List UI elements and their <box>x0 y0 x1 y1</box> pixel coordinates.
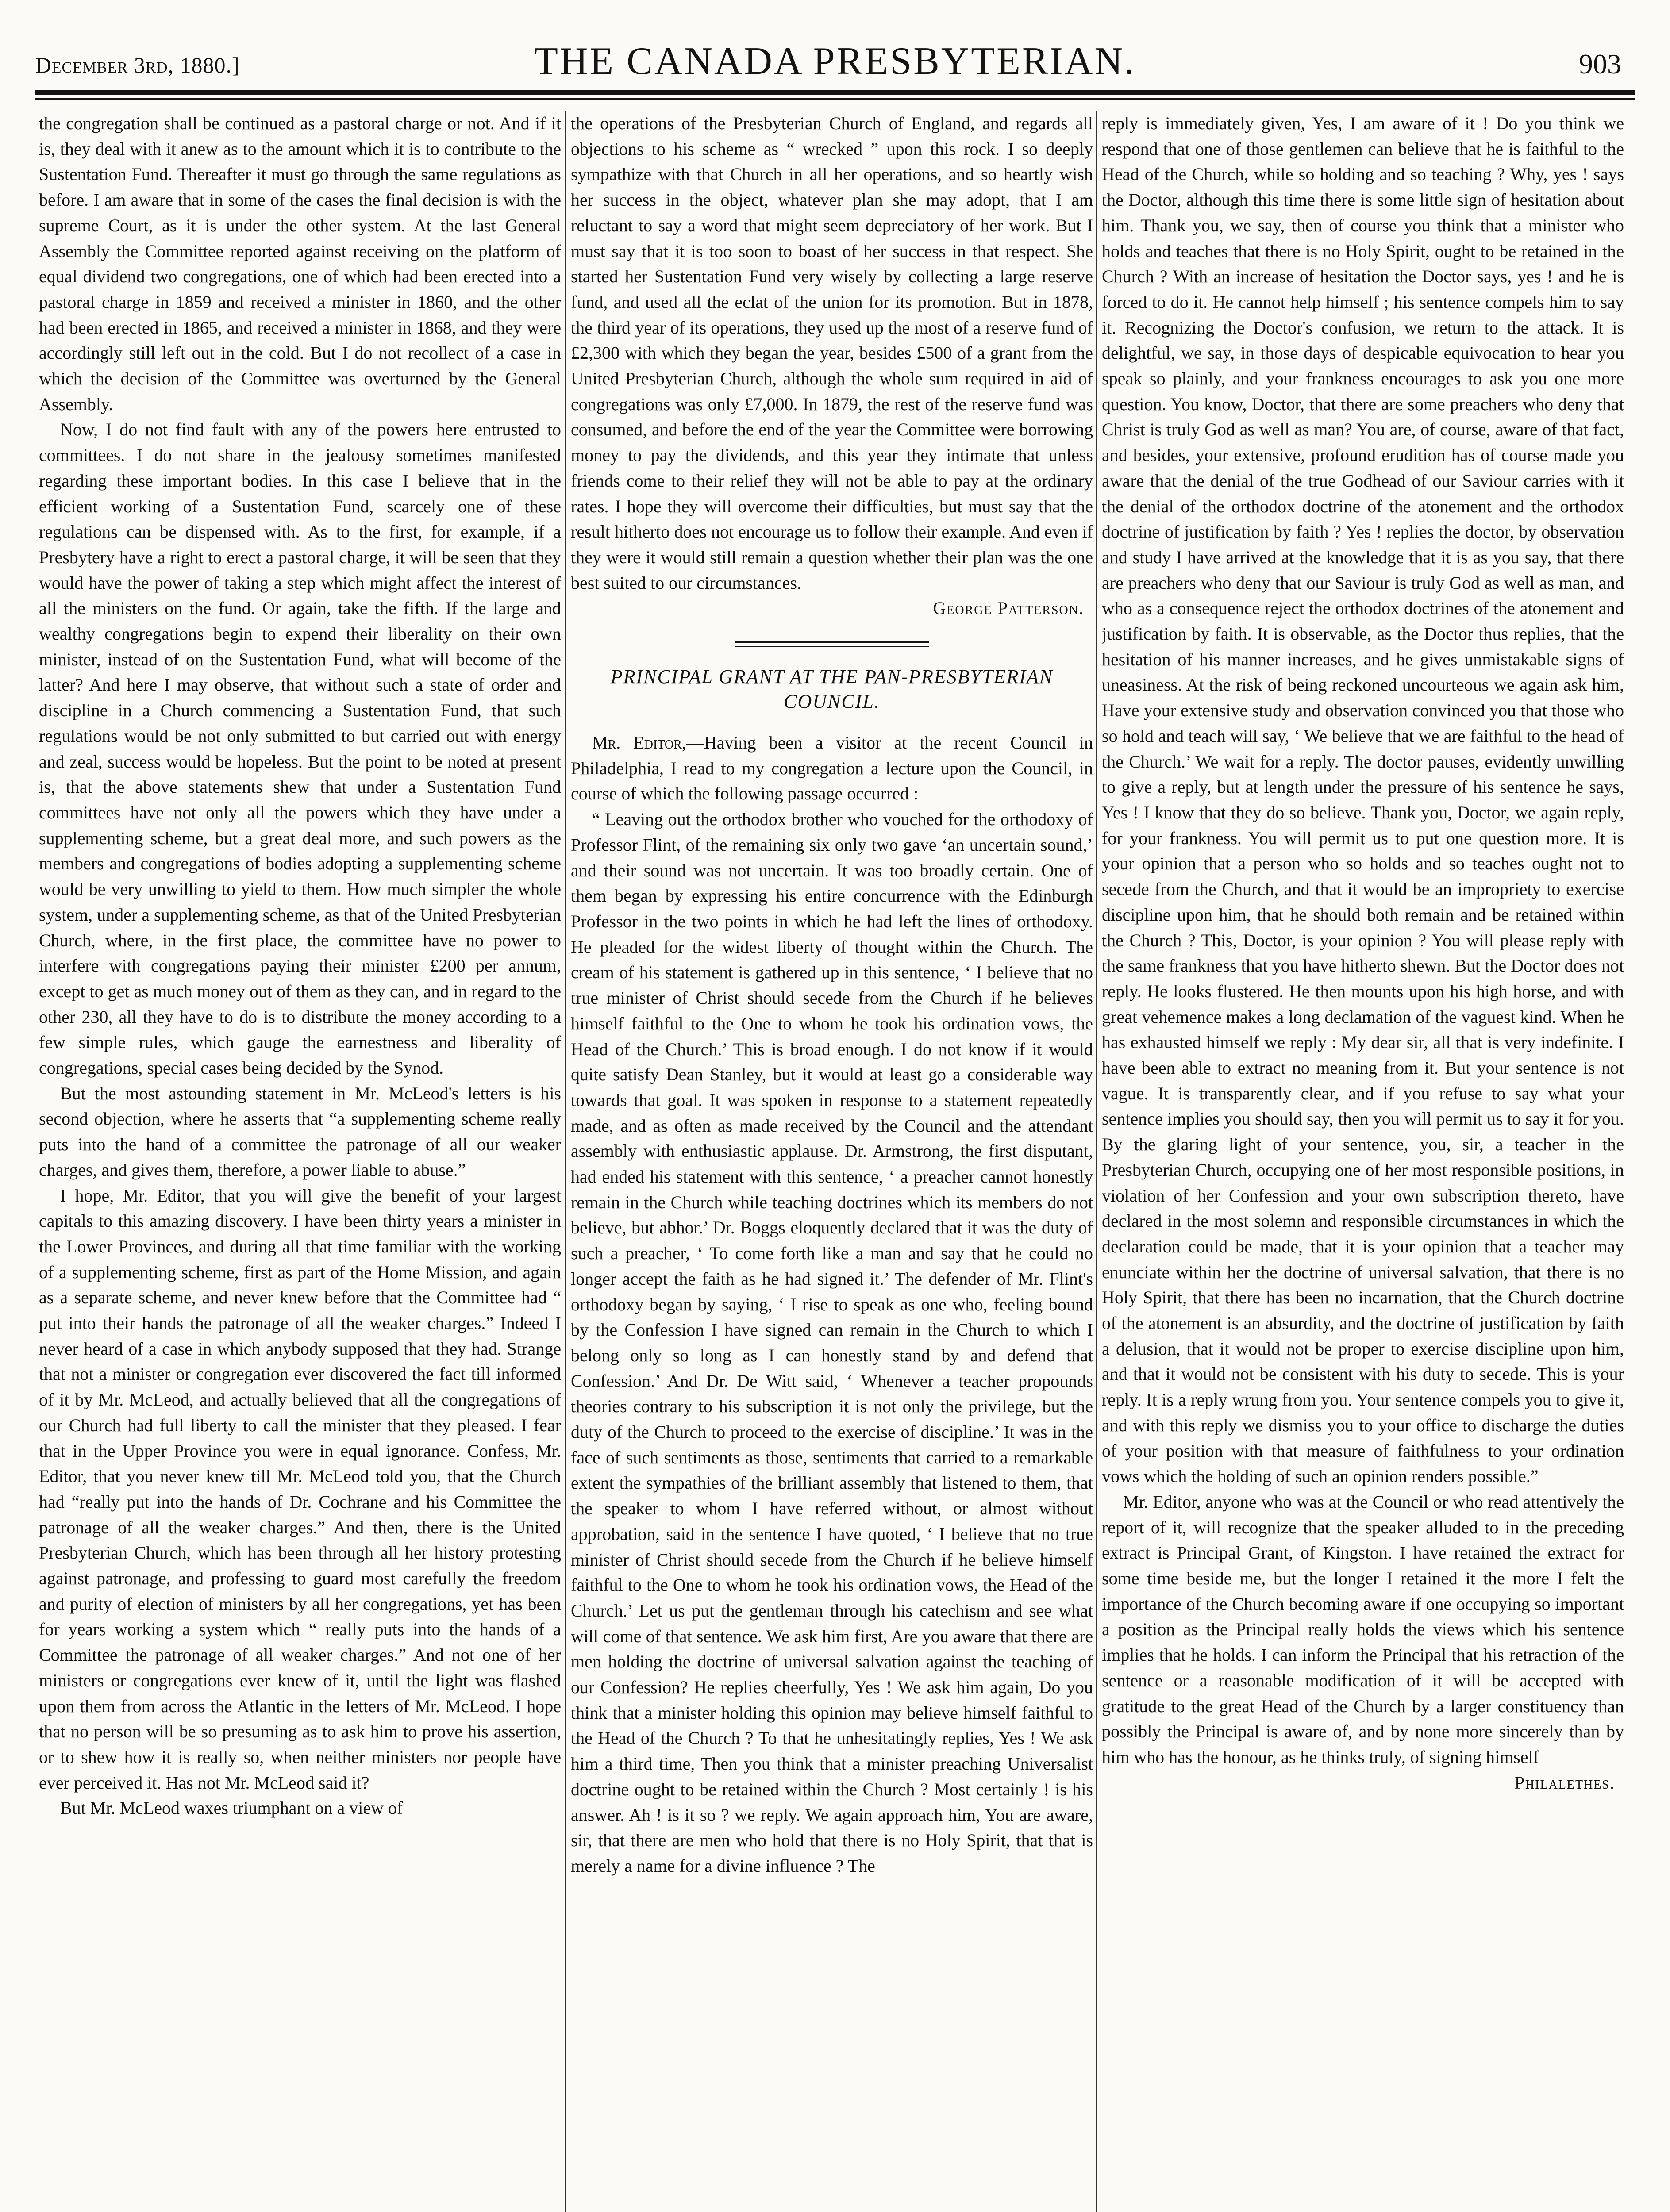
masthead <box>35 31 1635 88</box>
paragraph: Now, I do not find fault with any of the powers here entrusted to committees. I do not share in the jealousy sometimes manifested regarding these important bodies. In this case I believe that in the efficient working of a Sustentation Fund, scarcely one of these regulations can be dispensed with. As to the first, for example, if a Presbytery have a right to erect a pastoral charge, it will be seen that they would have the power of taking a step which might affect the interest of all the ministers on the fund. Or again, take the fifth. If the large and wealthy congregations begin to expend their liberality on their own minister, instead of on the Sustentation Fund, what will become of the latter? And here I may observe, that without such a state of order and discipline in a Church commencing a Sustentation Fund, that such regulations would be not only submitted to but carried out with energy and zeal, success would be hopeless. But the point to be noted at present is, that the above statements shew that under a Sustentation Fund committees have not only all the powers which they have under a supplementing scheme, but a great deal more, and such powers as the members and congregations of bodies adopting a supplementing scheme would be very unwilling to yield to them. How much simpler the whole system, under a supplementing scheme, as that of the United Presbyterian Church, where, in the first place, the committee have no power to interfere with congregations paying their minister £200 per annum, except to get as much money out of them as they can, and in regard to the other 230, all they have to do is to distribute the money according to a few simple rules, which gauge the earnestness and liberality of congregations, special cases being decided by the Synod. <box>39 419 561 1078</box>
article-separator <box>735 646 929 647</box>
masthead-rule-thin <box>35 98 1635 100</box>
issue-date: December 3rd, 1880.] <box>35 53 240 77</box>
paragraph: Mr. Editor, anyone who was at the Council or who read attentively the report of it, will recognize that the speaker alluded to in the preceding extract is Principal Grant, of Kingston. I have retained the extract for some time beside me, but the longer I retained it the more I felt the importance of the Church becoming aware if one occupying so important a position as the Principal really holds the views which his sentence implies that he holds. I can inform the Principal that his retraction of the sentence or a reasonable modification of it will be accepted with gratitude to the great Head of the Church by a larger constituency than possibly the Principal is aware of, and by none more sincerely than by him who has the honour, as he thinks truly, of signing himself <box>1102 1491 1624 1767</box>
masthead-rule-thick <box>35 90 1635 95</box>
article-heading: PRINCIPAL GRANT AT THE PAN-PRESBYTERIAN COUNCIL. <box>610 666 1054 713</box>
signature: George Patterson. <box>933 598 1084 618</box>
paragraph: But Mr. McLeod waxes triumphant on a view of <box>60 1798 403 1818</box>
column-1 <box>39 111 561 2212</box>
article-separator <box>735 641 929 643</box>
column-divider <box>1096 111 1097 2212</box>
paragraph <box>571 730 1093 806</box>
column-3 <box>1102 111 1624 2212</box>
newspaper-title: THE CANADA PRESBYTERIAN. <box>534 40 1136 83</box>
signature: Philalethes. <box>1514 1772 1615 1793</box>
column-2 <box>571 111 1093 2212</box>
paragraph: But the most astounding statement in Mr. McLeod's letters is his second objection, where he asserts that “a supplementing scheme really puts into the hand of a committee the patronage of all our weaker charges, and gives them, therefore, a power liable to abuse.” <box>39 1083 561 1180</box>
salutation: Mr. Editor, <box>592 733 686 753</box>
paragraph: “ Leaving out the orthodox brother who vouched for the orthodoxy of Professor Flint, of the remaining six only two gave ‘an uncertain sound,’ and their sound was not uncertain. It was too broadly certain. One of them began by expressing his entire concurrence with the Edinburgh Professor in the two points in which he had left the lines of orthodoxy. He pleaded for the widest liberty of thought within the Church. The cream of his statement is gathered up in this sentence, ‘ I believe that no true minister of Christ should secede from the Church if he believes himself faithful to the One to whom he took his ordination vows, the Head of the Church.’ This is broad enough. I do not know if it would quite satisfy Dean Stanley, but it would at least go a considerable way towards that goal. It was spoken in response to a statement repeatedly made, and as often as made received by the Council and the attendant assembly with enthusiastic applause. Dr. Armstrong, the first disputant, had ended his statement with this sentence, ‘ a preacher cannot honestly remain in the Church while teaching doctrines which its members do not believe, but abhor.’ Dr. Boggs eloquently declared that it was the duty of such a preacher, ‘ To come forth like a man and say that he could no longer accept the faith as he had signed it.’ The defender of Mr. Flint's orthodoxy began by saying, ‘ I rise to speak as one who, feeling bound by the Confession I have signed can remain in the Church to which I belong only so long as I can honestly stand by and defend that Confession.’ And Dr. De Witt said, ‘ Whenever a teacher propounds theories contrary to his subscription it is not only the privilege, but the duty of the Church to proceed to the exercise of discipline.’ It was in the face of such sentiments as those, sentiments that carried to a remarkable extent the sympathies of the brilliant assembly that listened to them, that the speaker to whom I have referred without, or almost without approbation, said in the sentence I have quoted, ‘ I believe that no true minister of Christ should secede from the Church if he believe himself faithful to the One to whom he took his ordination vows, the Head of the Church.’ Let us put the gentleman through his catechism and see what will come of that sentence. We ask him first, Are you aware that there are men holding the doctrine of universal salvation against the teaching of our Confession? He replies cheerfully, Yes ! We ask him again, Do you think that a minister holding this opinion may believe himself faithful to the Head of the Church ? To that he unhesitatingly replies, Yes ! We ask him a third time, Then you think that a minister preaching Universalist doctrine ought to be retained within the Church ? Most certainly ! is his answer. Ah ! is it so ? we reply. We again approach him, You are aware, sir, that there are men who hold that there is no Holy Spirit, that that is merely a name for a divine influence ? The <box>571 809 1093 1876</box>
paragraph-text: —Having been a visitor at the recent Council in Philadelphia, I read to my congregation a lecture upon the Council, in course of which the following passage occurred : <box>571 733 1093 804</box>
page-number: 903 <box>1579 48 1621 80</box>
paragraph: the operations of the Presbyterian Church of England, and regards all objections to his scheme as “ wrecked ” upon this rock. I so deeply sympathize with that Church in all her operations, and so heartly wish her success in the object, whatever plan she may adopt, that I am reluctant to say a word that might seem depreciatory of her work. But I must say that it is too soon to boast of her success in that respect. She started her Sustentation Fund very wisely by collecting a large reserve fund, and used all the eclat of the union for its promotion. But in 1878, the third year of its operations, they used up the most of a reserve fund of £2,300 with which they began the year, besides £500 of a grant from the United Presbyterian Church, although the whole sum required in aid of congregations was only £7,000. In 1879, the rest of the reserve fund was consumed, and before the end of the year the Committee were borrowing money to pay the dividends, and this year they intimate that unless friends come to their relief they will not be able to pay at the ordinary rates. I hope they will overcome their difficulties, but must say that the result hitherto does not encourage us to follow their example. And even if they were it would still remain a question whether their plan was the one best suited to our circumstances. <box>571 113 1093 593</box>
paragraph: reply is immediately given, Yes, I am aware of it ! Do you think we respond that one of those gentlemen can believe that he is faithful to the Head of the Church, while so holding and so teaching ? Why, yes ! says the Doctor, although this time there is some little sign of hesitation about him. Thank you, we say, then of course you think that a minister who holds and teaches that there is no Holy Spirit, ought to be retained in the Church ? With an increase of hesitation the Doctor says, yes ! and he is forced to do it. He cannot help himself ; his sentence compels him to say it. Recognizing the Doctor's confusion, we return to the attack. It is delightful, we say, in those days of despicable equivocation to hear you speak so plainly, and your frankness encourages to ask you one more question. You know, Doctor, that there are some preachers who deny that Christ is truly God as well as man? You are, of course, aware of that fact, and besides, your extensive, profound erudition has of course made you aware that the denial of the true Godhead of our Saviour carries with it the denial of the orthodox doctrine of the atonement and the orthodox doctrine of justification by faith ? Yes ! replies the doctor, by observation and study I have arrived at the knowledge that it is as you say, that there are preachers who deny that our Saviour is truly God as well as man, and who as a consequence reject the orthodox doctrines of the atonement and justification by faith. It is observable, as the Doctor thus replies, that the hesitation of his manner increases, and he gives unmistakable signs of uneasiness. At the risk of being reckoned uncourteous we again ask him, Have your extensive study and observation convinced you that those who so hold and teach will say, ‘ We believe that we are faithful to the head of the Church.’ We wait for a reply. The doctor pauses, evidently unwilling to give a reply, but at length under the pressure of his sentence he says, Yes ! I know that they do so believe. Thank you, Doctor, we again reply, for your frankness. You will permit us to put one question more. It is your opinion that a person who so holds and so teaches ought not to secede from the Church, and that it would be an impropriety to exercise discipline upon him, that he should both remain and be retained within the Church ? This, Doctor, is your opinion ? You will please reply with the same frankness that you have hitherto shewn. But the Doctor does not reply. He looks flustered. He then mounts upon his high horse, and with great vehemence makes a long declamation of the vaguest kind. When he has exhausted himself we reply : My dear sir, all that is very indefinite. I have been able to extract no meaning from it. But your sentence is not vague. It is transparently clear, and if you refuse to say what your sentence implies you should say, then you will permit us to say it for you. By the glaring light of your sentence, you, sir, a teacher in the Presbyterian Church, occupying one of her most responsible positions, in violation of her Confession and your own subscription thereto, have declared in the most solemn and responsible circumstances in which the declaration could be made, that it is your opinion that a teacher may enunciate within her the doctrine of universal salvation, that there is no Holy Spirit, that there has been no incarnation, that the Church doctrine of the atonement is an absurdity, and the doctrine of justification by faith a delusion, that it would not be proper to exercise discipline upon him, and that it would not be consistent with his duty to secede. This is your reply. It is a reply wrung from you. Your sentence compels you to give it, and with this reply we dismiss you to your office to discharge the duties of your position with that measure of faithfulness to your ordination vows which the holding of such an opinion renders possible.” <box>1102 113 1624 1486</box>
paragraph: the congregation shall be continued as a pastoral charge or not. And if it is, they deal with it anew as to the amount which it is to contribute to the Sustentation Fund. Thereafter it must go through the same regulations as before. I am aware that in some of the cases the final decision is with the supreme Court, as it is under the other system. At the last General Assembly the Committee reported against receiving on the platform of equal dividend two congregations, one of which had been erected into a pastoral charge in 1859 and received a minister in 1860, and the other had been erected in 1865, and received a minister in 1868, and they were accordingly still left out in the cold. But I do not recollect of a case in which the decision of the Committee was overturned by the General Assembly. <box>39 113 561 414</box>
paragraph: I hope, Mr. Editor, that you will give the benefit of your largest capitals to this amazing discovery. I have been thirty years a minister in the Lower Provinces, and during all that time familiar with the working of a supplementing scheme, first as part of the Home Mission, and again as a separate scheme, and never knew before that the Committee had “ put into their hands the patronage of all the weaker charges.” Indeed I never heard of a case in which anybody supposed that they had. Strange that not a minister or congregation ever discovered the fact till informed of it by Mr. McLeod, and actually believed that all the congregations of our Church had full liberty to call the minister that they pleased. I fear that in the Upper Province you were in equal ignorance. Confess, Mr. Editor, that you never knew till Mr. McLeod told you, that the Church had “really put into the hands of Dr. Cochrane and his Committee the patronage of all the weaker charges.” And then, there is the United Presbyterian Church, which has been through all her history protesting against patronage, and professing to guard most carefully the freedom and purity of election of ministers by all her congregations, yet has been for years working a system which “ really puts into the hands of a Committee the patronage of all weaker charges.” And not one of her ministers or congregations ever knew of it, until the light was flashed upon them from across the Atlantic in the letters of Mr. McLeod. I hope that no person will be so presuming as to ask him to prove his assertion, or to shew how it is really so, when neither ministers nor people have ever perceived it. Has not Mr. McLeod said it? <box>39 1185 561 1793</box>
column-divider <box>565 111 566 2212</box>
